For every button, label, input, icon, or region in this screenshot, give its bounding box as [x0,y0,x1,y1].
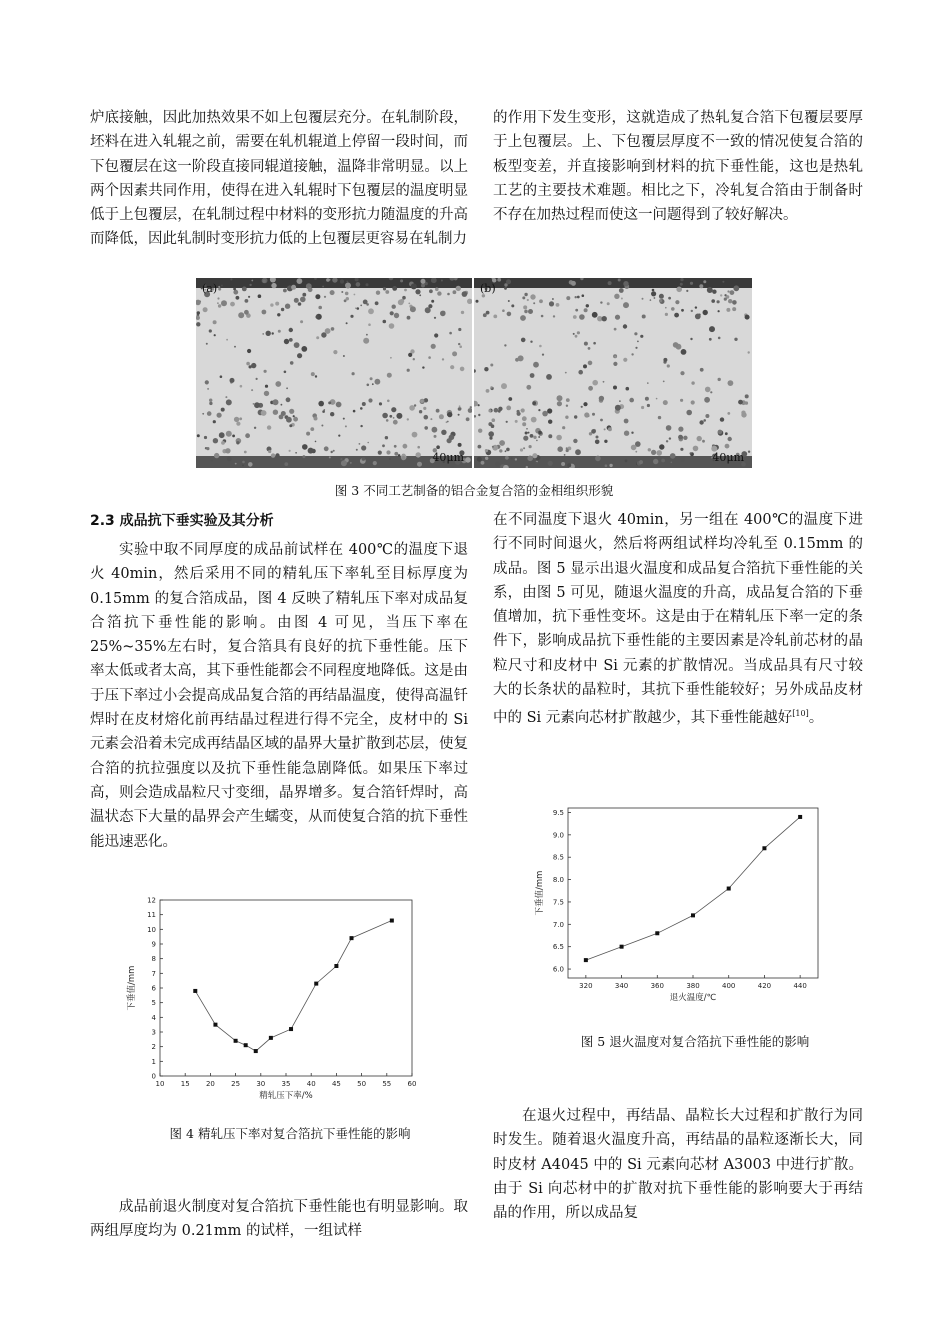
fig4-y-tick-label: 4 [151,1013,156,1022]
fig5-y-tick-label: 7.5 [552,898,564,907]
fig4-y-tick-label: 2 [151,1043,156,1052]
fig4-x-axis-label: 精轧压下率/% [259,1091,313,1101]
fig5-x-tick-label: 320 [579,982,593,990]
micrograph-a-scale: 40μm [432,451,464,464]
micrograph-a-label: (a) [202,282,218,295]
right-paragraph-3: 在退火过程中，再结晶、晶粒长大过程和扩散行为同时发生。随着退火温度升高，再结晶的晶粒逐渐长大，同时皮材 A4045 中的 Si 元素向芯材 A3003 中进行扩散。由于 Si 向芯材中的扩散对抗下垂性能的影响要大于再结晶的作用，所以成品复 [493,1108,863,1222]
fig4-data-point [193,989,197,993]
fig4-x-tick-label: 20 [205,1080,215,1088]
figure4-chart [120,890,430,1105]
fig4-y-tick-label: 9 [151,940,156,949]
fig4-x-tick-label: 30 [256,1080,266,1088]
fig4-x-tick-label: 10 [155,1080,165,1088]
fig4-y-tick-label: 0 [151,1072,156,1081]
fig4-data-point [334,964,338,968]
fig4-data-point [289,1027,293,1031]
fig5-y-tick-label: 8.5 [552,853,564,862]
fig4-data-point [244,1043,248,1047]
fig4-y-tick-label: 3 [151,1028,156,1037]
fig4-data-point [350,936,354,940]
fig4-data-point [314,982,318,986]
fig4-x-tick-label: 50 [357,1080,367,1088]
micrograph-b-scale: 40μm [712,451,744,464]
fig4-y-tick-label: 11 [147,911,156,920]
fig4-x-tick-label: 15 [180,1080,190,1088]
fig5-data-point [655,931,659,935]
fig5-data-point [620,945,624,949]
fig5-x-tick-label: 420 [757,982,772,990]
fig4-x-tick-label: 45 [331,1080,341,1088]
left-paragraph-3: 成品前退火制度对复合箔抗下垂性能也有明显影响。取两组厚度均为 0.21mm 的试样，一组试样 [90,1199,468,1240]
section-heading: 2.3 成品抗下垂实验及其分析 [90,513,274,529]
citation-ref: [10] [792,709,809,719]
micrograph-a [196,278,472,468]
fig4-series-line [195,921,391,1052]
fig5-y-tick-label: 9.5 [552,808,564,817]
fig5-y-tick-label: 8.0 [552,876,564,885]
micrograph-b-label: (b) [480,282,496,295]
fig5-y-tick-label: 7.0 [552,920,564,929]
fig5-x-tick-label: 360 [650,982,664,990]
fig4-x-tick-label: 55 [382,1080,392,1088]
fig5-x-tick-label: 400 [722,982,736,990]
fig5-data-point [584,958,588,962]
fig5-x-axis-label: 退火温度/℃ [669,993,717,1003]
left-top-paragraph: 炉底接触，因此加热效果不如上包覆层充分。在轧制阶段，坯料在进入轧辊之前，需要在轧机辊道上停留一段时间，而下包覆层在这一阶段直接同辊道接触，温降非常明显。以上两个因素共同作用，使得在进入轧辊时下包覆层的温度明显低于上包覆层，在轧制过程中材料的变形抗力随温度的升高而降低，因此轧制时变形抗力低的上包覆层更容易在轧制力 [90,110,468,248]
fig4-x-tick-label: 60 [407,1080,417,1088]
fig5-y-tick-label: 6.0 [552,965,564,974]
right-paragraph-2: 在不同温度下退火 40min，另一组在 400℃的温度下进行不同时间退火，然后将两组试样均冷轧至 0.15mm 的成品。图 5 显示出退火温度和成品复合箔抗下垂性能的关系，由图 5 可见，随退火温度的升高，成品复合箔的下垂值增加，抗下垂性变坏。这是由于在精轧压下率一定的条件下，影响成品抗下垂性能的主要因素是冷轧前芯材的晶粒尺寸和皮材中 Si 元素的扩散情况。当成品具有尺寸较大的长条状的晶粒时，其抗下垂性能较好；另外成品皮材中的 Si 元素向芯材扩散越少，其下垂性能越好[10]。 [493,512,863,727]
fig5-x-tick-label: 440 [793,982,807,990]
fig4-data-point [254,1049,258,1053]
fig4-y-tick-label: 10 [147,925,156,934]
fig4-data-point [213,1023,217,1027]
fig4-data-point [234,1039,238,1043]
fig5-y-tick-label: 6.5 [552,943,564,952]
left-paragraph-2: 实验中取不同厚度的成品前试样在 400℃的温度下退火 40min，然后采用不同的精轧压下率轧至目标厚度为 0.15mm 的复合箔成品，图 4 反映了精轧压下率对成品复合箔抗下垂性能的影响。由图 4 可见，当压下率在 25%~35%左右时，复合箔具有良好的抗下垂性能。压下率太低或者太高，其下垂性能都会不同程度地降低。这是由于压下率过小会提高成品复合箔的再结晶温度，使得高温钎焊时在皮材熔化前再结晶过程进行得不完全，皮材中的 Si 元素会沿着未完成再结晶区域的晶界大量扩散到芯层，使复合箔的抗拉强度以及抗下垂性能急剧降低。如果压下率过高，则会造成晶粒尺寸变细，晶界增多。复合箔钎焊时，高温状态下大量的晶界会产生蠕变，从而使复合箔的抗下垂性能迅速恶化。 [90,542,468,850]
fig5-data-point [691,913,695,917]
fig5-series-line [586,817,800,960]
figure5-caption: 图 5 退火温度对复合箔抗下垂性能的影响 [580,1034,810,1049]
fig4-y-axis-label: 下垂值/mm [127,965,137,1011]
figure3-caption: 图 3 不同工艺制备的铝合金复合箔的金相组织形貌 [334,483,614,498]
fig5-data-point [798,815,802,819]
fig4-y-tick-label: 7 [151,969,156,978]
fig4-y-tick-label: 6 [151,984,156,993]
figure5-chart [520,800,830,1020]
fig4-y-tick-label: 8 [151,955,156,964]
fig5-x-tick-label: 380 [686,982,700,990]
fig4-y-tick-label: 12 [147,896,156,905]
fig5-data-point [762,846,766,850]
right-top-paragraph: 的作用下发生变形，这就造成了热轧复合箔下包覆层要厚于上包覆层。上、下包覆层厚度不一致的情况使复合箔的板型变差，并直接影响到材料的抗下垂性能，这也是热轧工艺的主要技术难题。相比之下，冷轧复合箔由于制备时不存在加热过程而使这一问题得到了较好解决。 [493,110,863,224]
fig4-x-tick-label: 35 [281,1080,291,1088]
fig5-y-axis-label: 下垂值/mm [535,870,545,916]
fig5-y-tick-label: 9.0 [552,831,564,840]
fig4-x-tick-label: 25 [231,1080,241,1088]
fig4-data-point [269,1036,273,1040]
fig4-x-tick-label: 40 [306,1080,316,1088]
fig5-x-tick-label: 340 [614,982,629,990]
fig4-data-point [390,919,394,923]
fig4-y-tick-label: 5 [151,999,156,1008]
micrograph-b [474,278,752,468]
fig4-y-tick-label: 1 [151,1057,156,1066]
fig4-plot-frame [160,900,412,1076]
fig5-data-point [727,887,731,891]
figure4-caption: 图 4 精轧压下率对复合箔抗下垂性能的影响 [169,1126,411,1141]
